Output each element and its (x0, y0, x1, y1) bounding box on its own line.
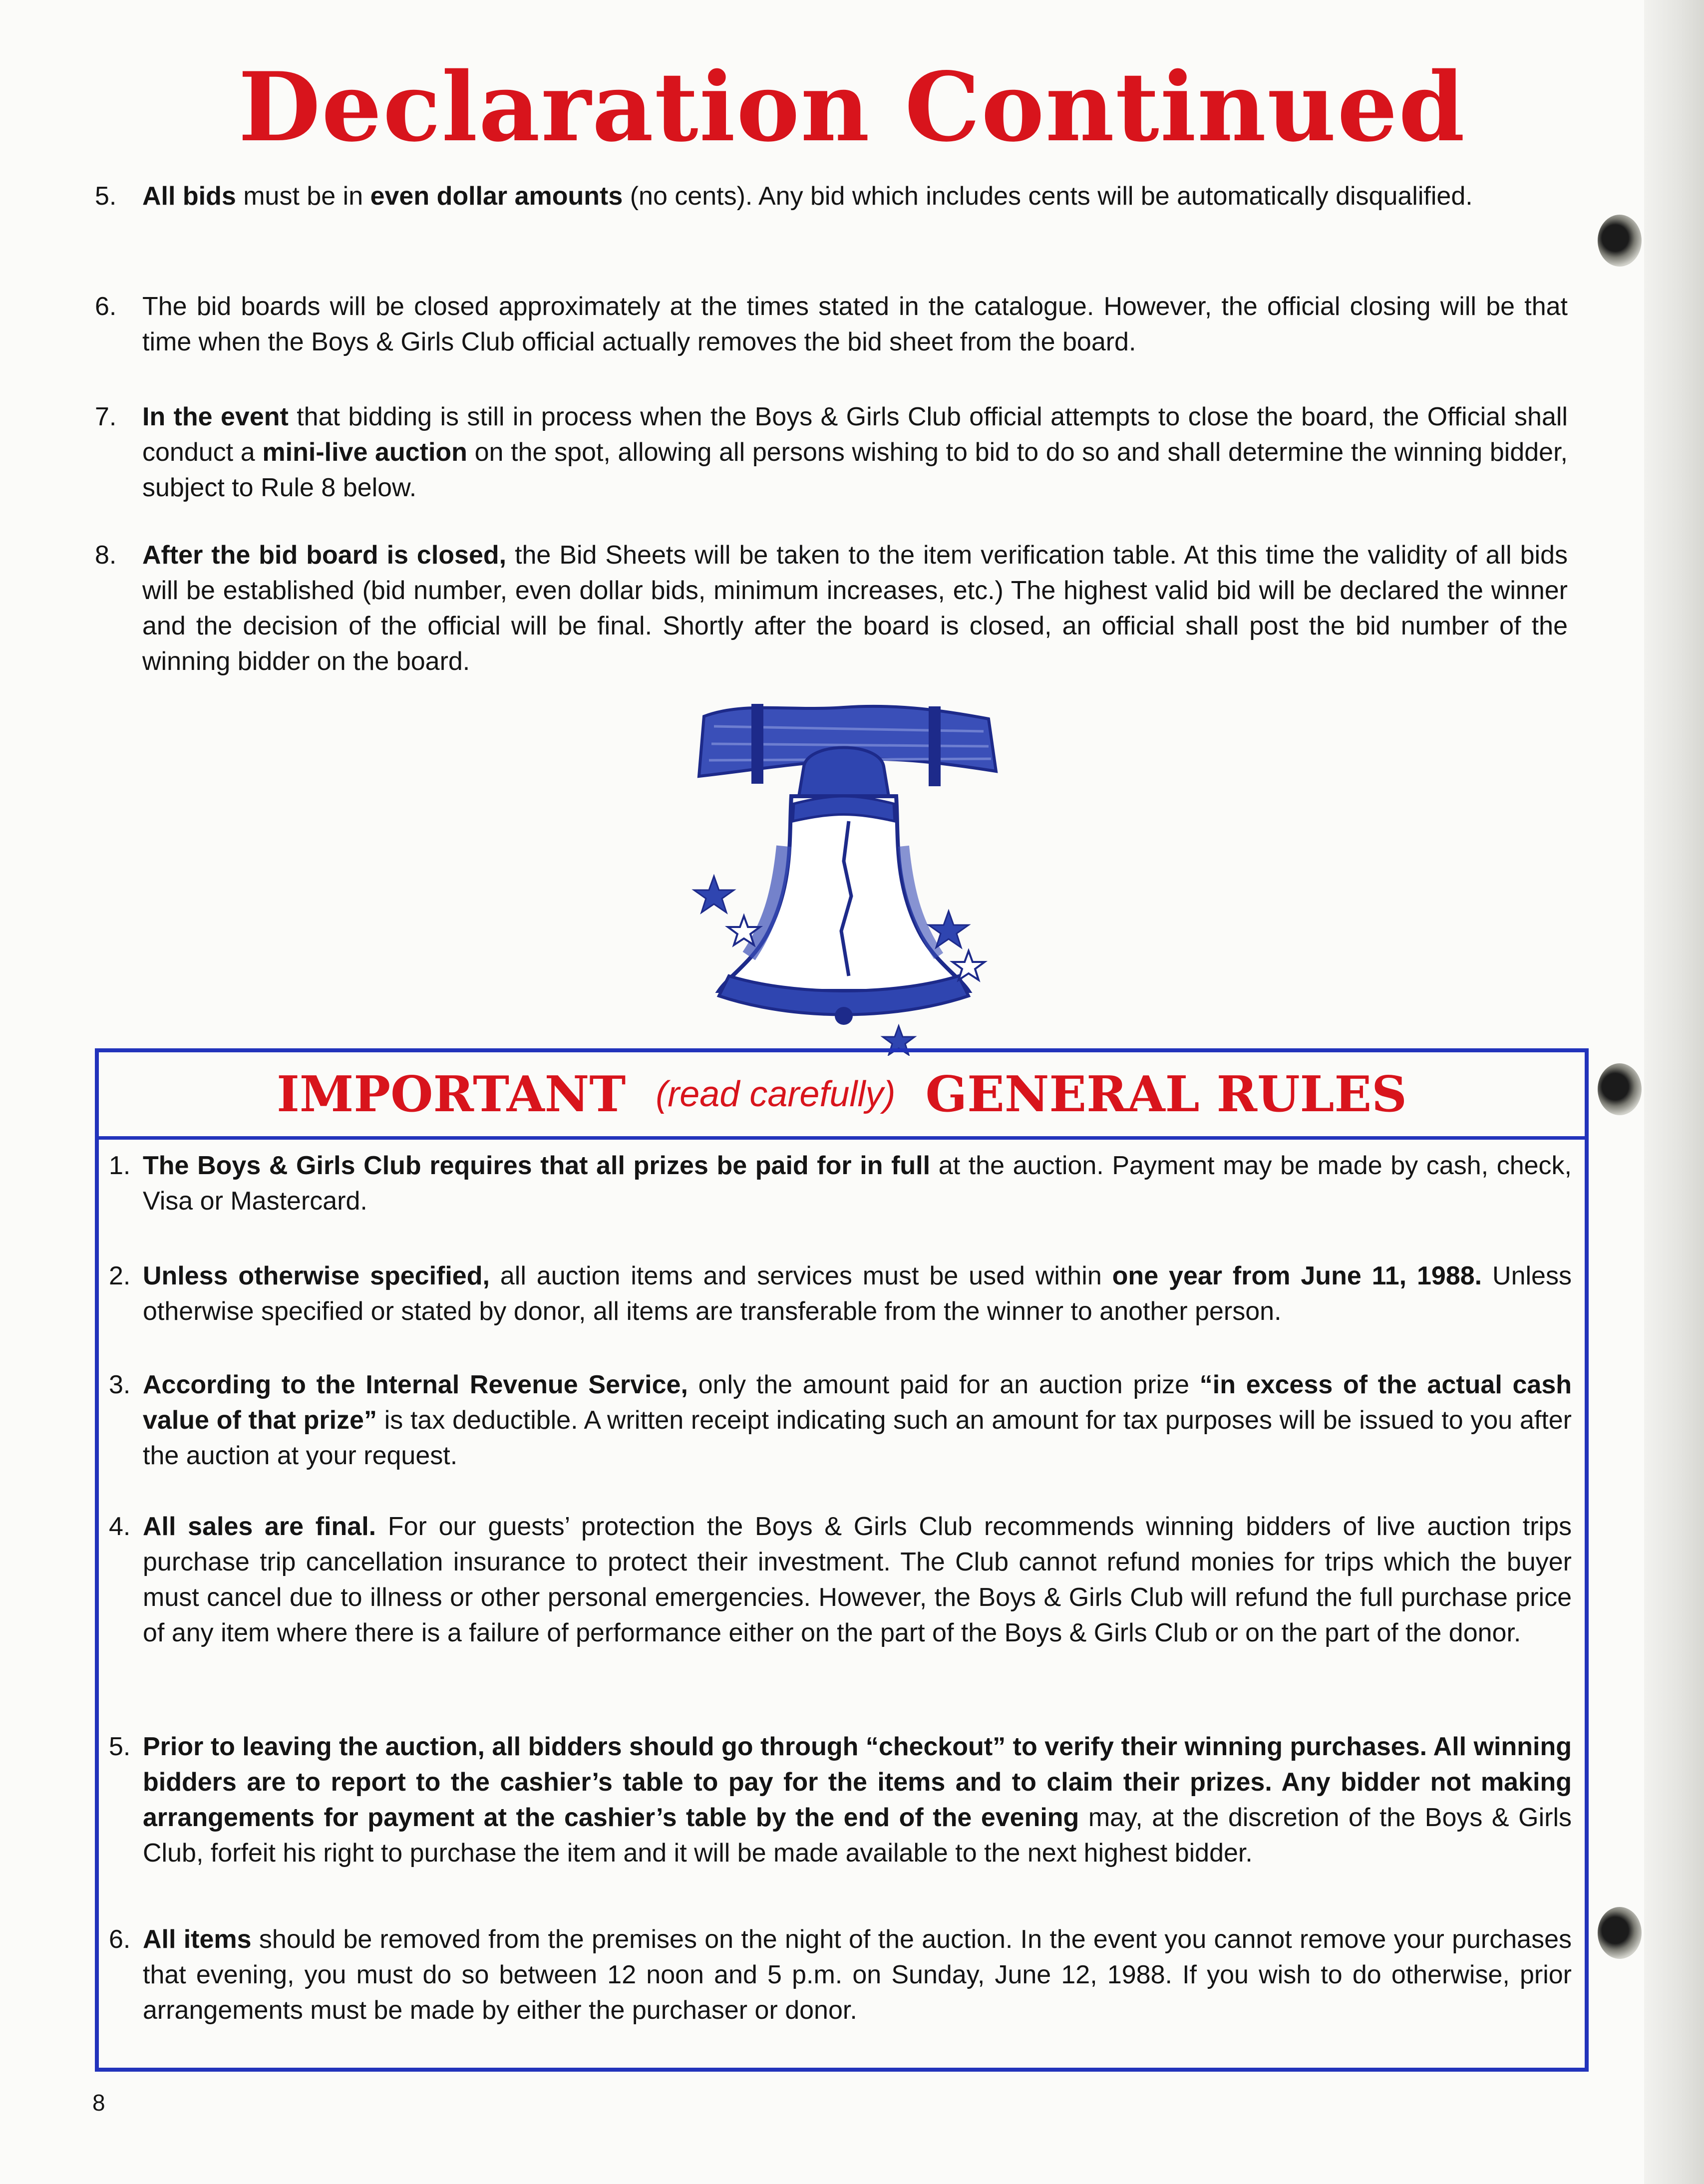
bold-run: Unless otherwise specified, (143, 1261, 490, 1290)
item-number: 8. (95, 541, 117, 570)
page-title: Declaration Continued (238, 51, 1466, 163)
text-run: For our guests’ protection the Boys & Girls Club recommends winning bidders of live auction trips purchase trip cancellation insurance to protect their investment. The Club cannot refund monies for trips which the buyer must cancel due to illness or other personal emergencies. However, the Boys & Girls Club will refund the full purchase price of any item where there is a failure of performance either on the part of the Boys & Girls Club or on the part of the donor. (143, 1512, 1572, 1647)
bold-run: one year from June 11, 1988. (1112, 1261, 1482, 1290)
text-run: (no cents). Any bid which includes cents will be automatically disqualified. (623, 182, 1473, 211)
text-run: on the spot, allowing all persons wishing to bid to do so and shall determine the winning bidder, subject to Rule 8 below. (142, 438, 1568, 502)
item-number: 6. (95, 292, 117, 321)
bold-run: In the event (142, 402, 289, 431)
bold-run: even dollar amounts (370, 182, 623, 211)
rule-number: 1. (109, 1151, 131, 1180)
rule-text (143, 1922, 1572, 2028)
item-text (142, 399, 1568, 506)
rule-text (143, 1729, 1572, 1871)
binder-hole-icon (1598, 1063, 1642, 1115)
declaration-item (95, 538, 1568, 679)
rule-text (143, 1148, 1572, 1219)
item-number: 7. (95, 402, 117, 431)
rule-number: 4. (109, 1512, 131, 1541)
item-text (142, 538, 1568, 679)
rule-item (109, 1148, 1572, 1219)
liberty-bell-icon (669, 696, 1019, 1056)
page-edge (1644, 0, 1704, 2184)
text-run: may, at the discretion of the Boys & Girls Club, forfeit his right to purchase the item and it will be made available to the next highest bidder. (143, 1803, 1572, 1868)
rule-number: 5. (109, 1732, 131, 1761)
text-run: the Bid Sheets will be taken to the item verification table. At this time the validity of all bids will be established (bid number, even dollar bids, minimum increases, etc.) The highest valid bid will be declared the winner and the decision of the official will be final. Shortly after the board is closed, an official shall post the bid number of the winning bidder on the board. (142, 541, 1568, 676)
declaration-item (95, 179, 1568, 214)
text-run: The bid boards will be closed approximately at the times stated in the catalogue. However, the official closing will be that time when the Boys & Girls Club official actually removes the bid sheet from the board. (142, 292, 1568, 356)
declaration-item (95, 399, 1568, 506)
text-run: at the auction. Payment may be made by cash, check, Visa or Mastercard. (143, 1151, 1572, 1216)
bold-run: According to the Internal Revenue Service, (143, 1370, 688, 1399)
page-number: 8 (92, 2090, 105, 2116)
declaration-item (95, 289, 1568, 360)
text-run: only the amount paid for an auction prize (687, 1370, 1200, 1399)
text-run: is tax deductible. A written receipt indicating such an amount for tax purposes will be issued to you after the auction at your request. (143, 1406, 1572, 1470)
binder-hole-icon (1598, 1907, 1642, 1959)
bold-run: Prior to leaving the auction, all bidders should go through “checkout” to verify their winning purchases. All winning bidders are to report to the cashier’s table to pay for the items and to claim their prizes. Any bidder not making arrangements for payment at the cashier’s table by the end of the evening (143, 1732, 1572, 1832)
rule-number: 6. (109, 1925, 131, 1954)
bold-run: “in excess of the actual cash value of that prize” (143, 1370, 1572, 1435)
read-carefully-note: (read carefully) (656, 1074, 896, 1114)
text-run: that bidding is still in process when the Boys & Girls Club official attempts to close the board, the Official shall conduct a (142, 402, 1568, 467)
rules-header (99, 1052, 1585, 1140)
item-number: 5. (95, 182, 117, 211)
bold-run: mini-live auction (262, 438, 467, 467)
bold-run: After the bid board is closed, (142, 541, 507, 570)
rule-item (109, 1509, 1572, 1651)
rule-text (143, 1367, 1572, 1474)
bold-run: All items (143, 1925, 252, 1954)
item-text (142, 179, 1568, 214)
binder-hole-icon (1598, 215, 1642, 267)
text-run: must be in (236, 182, 370, 211)
rule-number: 2. (109, 1261, 131, 1290)
rule-text (143, 1258, 1572, 1329)
rule-number: 3. (109, 1370, 131, 1399)
rule-item (109, 1258, 1572, 1329)
important-heading: IMPORTANT (277, 1065, 626, 1123)
bold-run: All sales are final. (143, 1512, 376, 1541)
rule-item (109, 1367, 1572, 1474)
bold-run: All bids (142, 182, 236, 211)
item-text (142, 289, 1568, 360)
text-run: all auction items and services must be used within (489, 1261, 1112, 1290)
rule-item (109, 1729, 1572, 1871)
text-run: should be removed from the premises on the night of the auction. In the event you cannot remove your purchases that evening, you must do so between 12 noon and 5 p.m. on Sunday, June 12, 1988. If you wish to do otherwise, prior arrangements must be made by either the purchaser or donor. (143, 1925, 1572, 2025)
text-run: Unless otherwise specified or stated by donor, all items are transferable from the winner to another person. (143, 1261, 1572, 1326)
rule-text (143, 1509, 1572, 1651)
general-rules-heading: GENERAL RULES (925, 1065, 1407, 1123)
general-rules-box (95, 1048, 1589, 2072)
rule-item (109, 1922, 1572, 2028)
bold-run: The Boys & Girls Club requires that all prizes be paid for in full (143, 1151, 931, 1180)
